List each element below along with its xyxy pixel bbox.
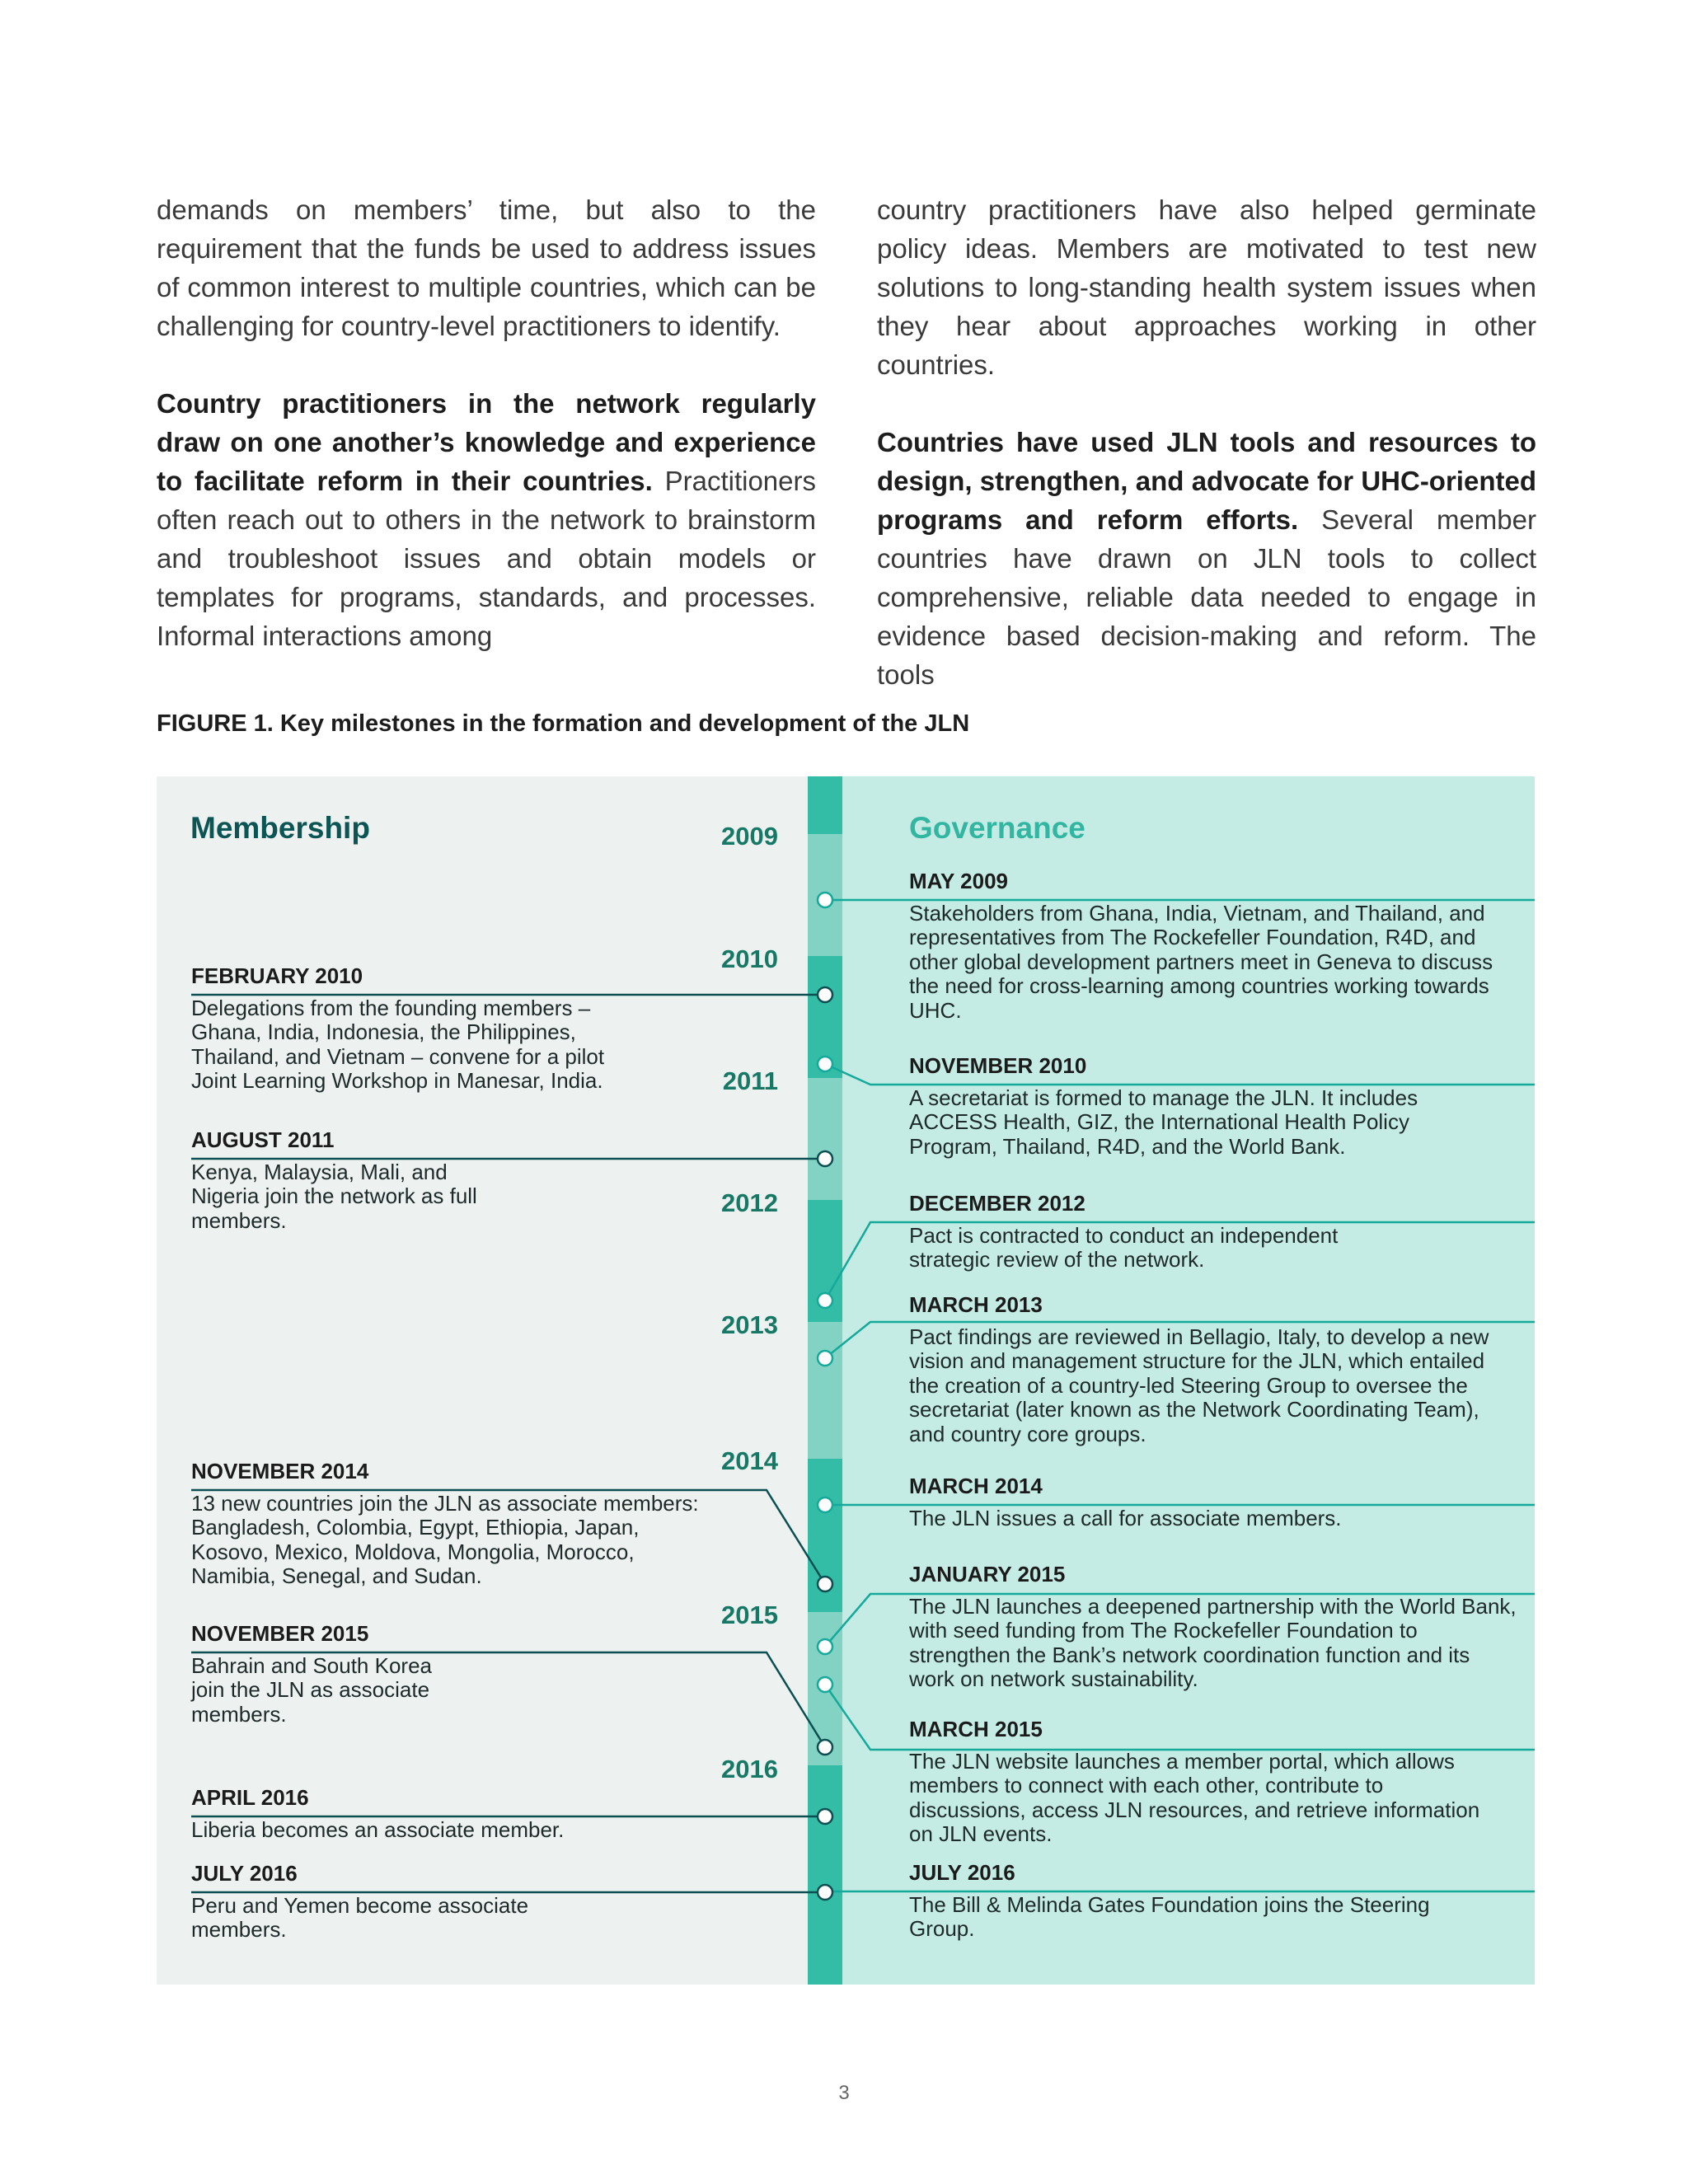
event-date: JULY 2016 — [909, 1860, 1015, 1885]
governance-event — [909, 1192, 1387, 1272]
timeline-marker — [818, 1151, 832, 1166]
governance-event — [909, 1293, 1519, 1446]
figure-caption: FIGURE 1. Key milestones in the formation and development of the JLN — [157, 710, 970, 737]
event-description: Liberia becomes an associate member. — [191, 1816, 565, 1842]
body-paragraph-lead: Countries have used JLN tools and resources to design, strengthen, and advocate for UHC-oriented programs and reform efforts. — [877, 427, 1536, 535]
membership-event — [191, 1460, 702, 1589]
event-description: Bahrain and South Korea join the JLN as associate members. — [191, 1652, 432, 1727]
event-description: The Bill & Melinda Gates Foundation joins the Steering Group. — [909, 1891, 1430, 1941]
body-paragraph: demands on members’ time, but also to the requirement that the funds be used to address issues of common interest to multiple countries, which can be challenging for country-level practitioners to identify. — [157, 194, 816, 341]
timeline-marker — [818, 1809, 832, 1824]
event-description: Stakeholders from Ghana, India, Vietnam, and Thailand, and representatives from The Rockefeller Foundation, R4D, and other global development partners meet in Geneva to discuss the need for cross-learning among countries working towards UHC. — [909, 900, 1493, 1023]
body-paragraph: country practitioners have also helped germinate policy ideas. Members are motivated to test new solutions to long-standing health system issues when they hear about approaches working in other countries. — [877, 194, 1536, 380]
event-date: NOVEMBER 2015 — [191, 1621, 369, 1646]
event-description: Kenya, Malaysia, Mali, and Nigeria join the network as full members. — [191, 1159, 477, 1233]
event-date: APRIL 2016 — [191, 1785, 309, 1810]
governance-title: Governance — [909, 811, 1085, 845]
governance-event — [909, 1054, 1453, 1159]
event-description: The JLN launches a deepened partnership with the World Bank, with seed funding from The Rockefeller Foundation to strengthen the Bank’s network coordination function and its work on network sustainability. — [909, 1593, 1517, 1691]
membership-event — [191, 1622, 455, 1727]
body-column-left — [157, 190, 816, 694]
year-label: 2012 — [721, 1188, 778, 1217]
event-date: NOVEMBER 2014 — [191, 1459, 369, 1483]
year-label: 2015 — [721, 1601, 778, 1629]
body-paragraph — [157, 384, 816, 655]
event-date: NOVEMBER 2010 — [909, 1053, 1087, 1078]
membership-title: Membership — [190, 811, 370, 845]
membership-event — [191, 1786, 768, 1842]
year-label: 2011 — [722, 1066, 778, 1095]
year-label: 2016 — [721, 1755, 778, 1783]
body-column-right — [877, 190, 1536, 733]
year-label: 2010 — [721, 944, 778, 973]
governance-event — [909, 1861, 1453, 1942]
page-number: 3 — [838, 2082, 850, 2104]
milestones-figure — [157, 776, 1535, 1985]
event-date: MARCH 2013 — [909, 1292, 1043, 1317]
event-description: Delegations from the founding members – Ghana, India, Indonesia, the Philippines, Thailand, and Vietnam – convene for a pilot Joint Learning Workshop in Manesar, India. — [191, 995, 605, 1093]
body-paragraph-rest: Practitioners often reach out to others in the network to brainstorm and troubleshoot issues and obtain models or templates for programs, standards, and processes. Informal interactions among — [157, 466, 816, 651]
timeline-marker — [818, 1497, 832, 1512]
event-description: A secretariat is formed to manage the JLN. It includes ACCESS Health, GIZ, the International Health Policy Program, Thailand, R4D, and the World Bank. — [909, 1085, 1418, 1159]
event-date: MAY 2009 — [909, 869, 1008, 893]
body-paragraph-rest: Several member countries have drawn on JLN tools to collect comprehensive, reliable data needed to engage in evidence based decision-making and reform. The tools — [877, 504, 1536, 690]
timeline-marker — [818, 1885, 832, 1900]
event-description: 13 new countries join the JLN as associate members: Bangladesh, Colombia, Egypt, Ethiopia, Japan, Kosovo, Mexico, Moldova, Mongolia, Morocco, Namibia, Senegal, and Sudan. — [191, 1490, 699, 1588]
timeline-marker — [818, 1577, 832, 1591]
event-description: Pact findings are reviewed in Bellagio, Italy, to develop a new vision and management structure for the JLN, which entailed the creation of a country-led Steering Group to oversee the secretariat (later known as the Network Coordinating Team), and country core groups. — [909, 1324, 1489, 1446]
year-label: 2014 — [721, 1446, 778, 1475]
event-date: JANUARY 2015 — [909, 1562, 1066, 1586]
event-date: DECEMBER 2012 — [909, 1191, 1085, 1216]
timeline-marker — [818, 1293, 832, 1308]
timeline-marker — [818, 1351, 832, 1366]
timeline-marker — [818, 987, 832, 1002]
membership-event — [191, 964, 612, 1094]
event-date: AUGUST 2011 — [191, 1127, 335, 1152]
year-label: 2013 — [721, 1310, 778, 1339]
membership-event — [191, 1128, 504, 1233]
membership-event — [191, 1862, 554, 1943]
timeline-marker — [818, 1740, 832, 1755]
governance-event — [909, 1563, 1519, 1692]
timeline-marker — [818, 1057, 832, 1071]
event-date: JULY 2016 — [191, 1861, 298, 1886]
event-description: Peru and Yemen become associate members. — [191, 1892, 529, 1942]
body-paragraph — [877, 423, 1536, 694]
timeline-marker — [818, 893, 832, 907]
event-date: FEBRUARY 2010 — [191, 963, 363, 988]
governance-event — [909, 869, 1519, 1023]
governance-event — [909, 1718, 1503, 1847]
event-date: MARCH 2015 — [909, 1717, 1043, 1741]
event-description: The JLN website launches a member portal, which allows members to connect with each other, contribute to discussions, access JLN resources, and retrieve information on JLN events. — [909, 1748, 1480, 1846]
governance-event — [909, 1474, 1519, 1530]
timeline-marker — [818, 1677, 832, 1692]
year-label: 2009 — [721, 822, 778, 851]
timeline-marker — [818, 1639, 832, 1654]
event-description: Pact is contracted to conduct an independent strategic review of the network. — [909, 1222, 1339, 1272]
body-paragraph-lead: Country practitioners in the network regularly draw on one another’s knowledge and experience to facilitate reform in their countries. — [157, 388, 816, 496]
event-description: The JLN issues a call for associate members. — [909, 1505, 1342, 1530]
event-date: MARCH 2014 — [909, 1474, 1043, 1498]
